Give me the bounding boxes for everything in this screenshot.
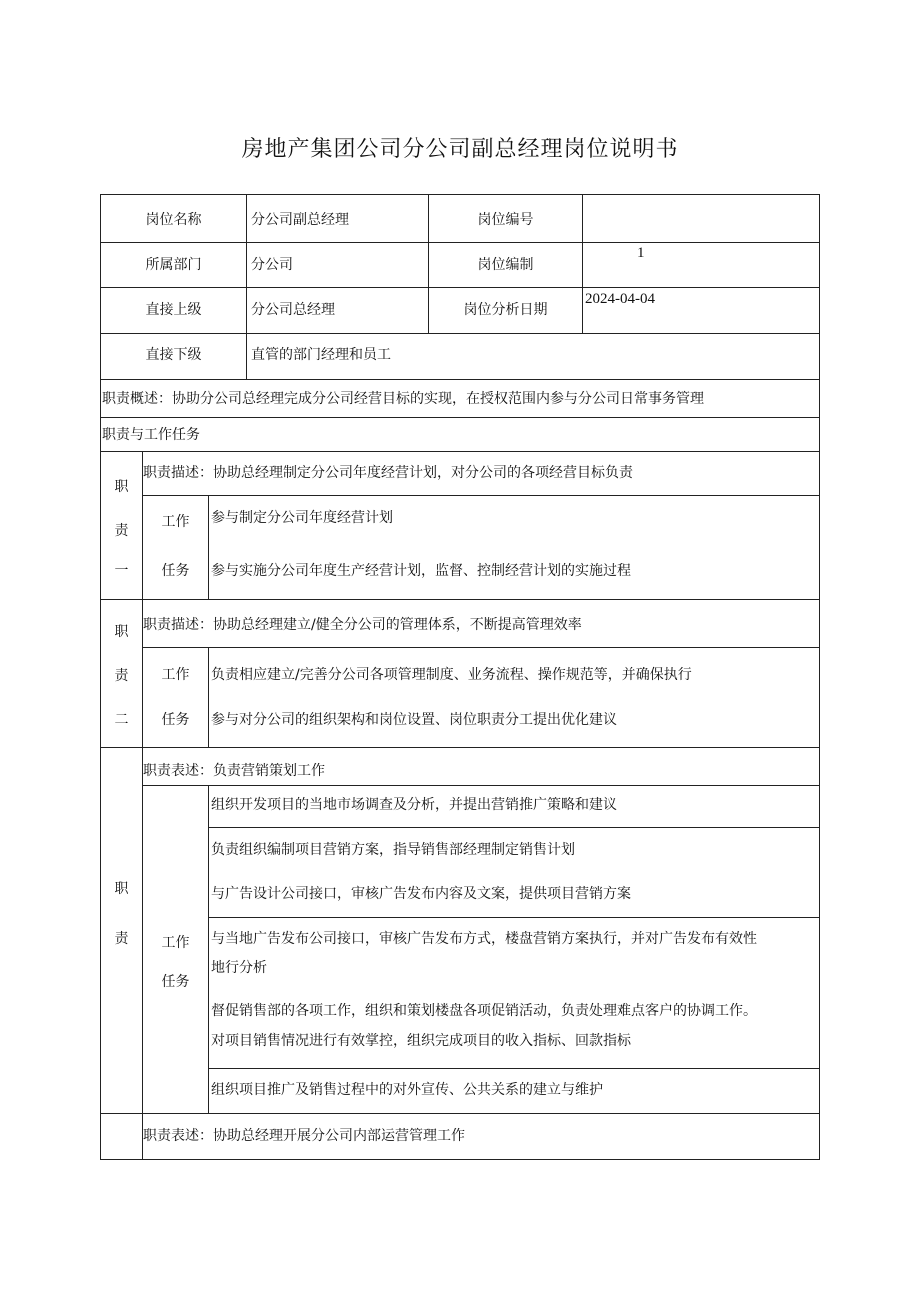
grid-line [582, 194, 583, 333]
duty-3-task: 组织开发项目的当地市场调查及分析，并提出营销推广策略和建议 [211, 797, 617, 813]
duty-3-task: 对项目销售情况进行有效掌控，组织完成项目的收入指标、回款指标 [211, 1033, 631, 1049]
tasks-header: 职责与工作任务 [102, 427, 200, 443]
task-label: 任务 [161, 712, 190, 728]
analysis-date-label: 岗位分析日期 [463, 302, 548, 318]
grid-line [100, 242, 820, 243]
grid-line [100, 287, 820, 288]
superior-value: 分公司总经理 [251, 302, 335, 318]
duty-3-task: 督促销售部的各项工作，组织和策划楼盘各项促销活动，负责处理难点客户的协调工作。 [211, 1003, 757, 1019]
grid-line [143, 647, 820, 648]
duty-1-task: 参与实施分公司年度生产经营计划，监督、控制经营计划的实施过程 [211, 563, 631, 579]
grid-line [100, 194, 820, 195]
duty-3-description: 职责表述：负责营销策划工作 [143, 763, 325, 779]
duty-3-task: 负责组织编制项目营销方案，指导销售部经理制定销售计划 [211, 842, 575, 858]
duty-3-task: 与广告设计公司接口，审核广告发布内容及文案，提供项目营销方案 [211, 886, 631, 902]
duty-1-side-char: 一 [114, 563, 129, 579]
duty-summary: 职责概述：协助分公司总经理完成分公司经营目标的实现，在授权范围内参与分公司日常事务管理 [102, 391, 704, 407]
grid-line [100, 1113, 820, 1114]
grid-line [100, 379, 820, 380]
task-label: 任务 [161, 974, 190, 990]
duty-3-task: 与当地广告发布公司接口，审核广告发布方式，楼盘营销方案执行，并对广告发布有效性 [211, 931, 757, 947]
duty-3-side-char: 责 [114, 931, 129, 947]
work-label: 工作 [161, 514, 190, 530]
work-label: 工作 [161, 935, 190, 951]
grid-line [100, 747, 820, 748]
grid-line [208, 495, 209, 599]
duty-2-side-char: 职 [114, 624, 129, 640]
grid-line [246, 194, 247, 379]
grid-line [819, 194, 820, 1160]
position-no-label: 岗位编号 [477, 212, 534, 228]
grid-line [100, 1159, 820, 1160]
analysis-date-value: 2024-04-04 [585, 291, 655, 307]
superior-label: 直接上级 [145, 302, 202, 318]
page-title: 房地产集团公司分公司副总经理岗位说明书 [241, 137, 679, 162]
grid-line [100, 451, 820, 452]
grid-line [208, 647, 209, 747]
duty-3-side-char: 职 [114, 881, 129, 897]
duty-1-side-char: 责 [114, 523, 129, 539]
duty-2-side-char: 责 [114, 668, 129, 684]
duty-1-description: 职责描述：协助总经理制定分公司年度经营计划，对分公司的各项经营目标负责 [143, 465, 633, 481]
grid-line [209, 827, 820, 828]
duty-4-description: 职责表述：协助总经理开展分公司内部运营管理工作 [143, 1128, 465, 1144]
duty-1-task: 参与制定分公司年度经营计划 [211, 510, 393, 526]
grid-line [209, 1068, 820, 1069]
grid-line [100, 333, 820, 334]
department-value: 分公司 [251, 257, 293, 273]
grid-line [100, 599, 820, 600]
subordinate-value: 直管的部门经理和员工 [251, 347, 391, 363]
duty-2-task: 参与对分公司的组织架构和岗位设置、岗位职责分工提出优化建议 [211, 712, 617, 728]
headcount-value: 1 [637, 245, 645, 261]
duty-3-task: 地行分析 [211, 960, 267, 976]
grid-line [100, 417, 820, 418]
headcount-label: 岗位编制 [477, 257, 534, 273]
department-label: 所属部门 [145, 257, 202, 273]
duty-2-description: 职责描述：协助总经理建立/健全分公司的管理体系，不断提高管理效率 [143, 617, 582, 633]
duty-2-task: 负责相应建立/完善分公司各项管理制度、业务流程、操作规范等，并确保执行 [211, 667, 692, 683]
grid-line [208, 785, 209, 1113]
task-label: 任务 [161, 563, 190, 579]
position-name-value: 分公司副总经理 [251, 212, 349, 228]
duty-1-side-char: 职 [114, 479, 129, 495]
subordinate-label: 直接下级 [145, 347, 202, 363]
grid-line [209, 917, 820, 918]
duty-3-task: 组织项目推广及销售过程中的对外宣传、公共关系的建立与维护 [211, 1082, 603, 1098]
grid-line [143, 495, 820, 496]
grid-line [143, 785, 820, 786]
work-label: 工作 [161, 667, 190, 683]
position-name-label: 岗位名称 [145, 212, 202, 228]
grid-line [142, 451, 143, 1159]
duty-2-side-char: 二 [114, 712, 129, 728]
